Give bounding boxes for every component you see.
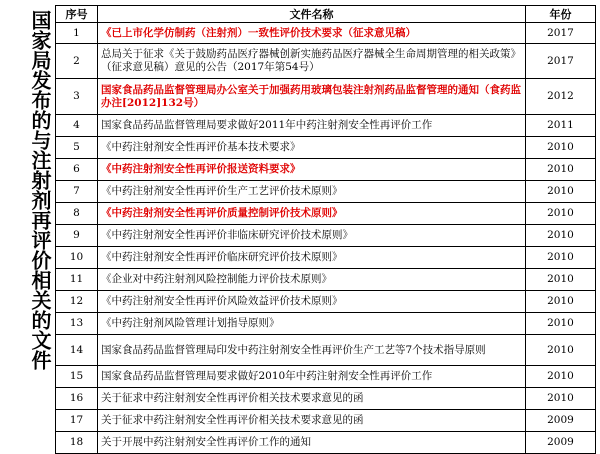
cell-name: 《中药注射剂风险管理计划指导原则》 [98,313,526,335]
table-row [56,225,596,247]
cell-no: 4 [56,115,98,137]
table-row [56,79,596,115]
cell-no: 9 [56,225,98,247]
side-title: 国家局发布的与注射剂再评价相关的文件 [28,10,52,370]
cell-no: 17 [56,410,98,432]
table-row [56,366,596,388]
table-row [56,137,596,159]
cell-no: 10 [56,247,98,269]
cell-year: 2011 [526,115,596,137]
cell-name: 《中药注射剂安全性再评价非临床研究评价技术原则》 [98,225,526,247]
cell-year: 2010 [526,388,596,410]
cell-year: 2010 [526,203,596,225]
cell-no: 14 [56,335,98,366]
table-row [56,159,596,181]
document-table [55,5,596,454]
cell-name: 《中药注射剂安全性再评价生产工艺评价技术原则》 [98,181,526,203]
cell-name: 国家食品药品监督管理局办公室关于加强药用玻璃包装注射剂药品监督管理的通知（食药监办注[2012]132号） [98,79,526,115]
cell-year: 2010 [526,291,596,313]
cell-year: 2010 [526,159,596,181]
cell-no: 15 [56,366,98,388]
table-row [56,269,596,291]
cell-no: 8 [56,203,98,225]
cell-year: 2010 [526,137,596,159]
table-row [56,432,596,454]
cell-year: 2010 [526,269,596,291]
cell-no: 18 [56,432,98,454]
cell-year: 2010 [526,181,596,203]
table-row [56,181,596,203]
table-row [56,388,596,410]
cell-no: 5 [56,137,98,159]
cell-name: 关于开展中药注射剂安全性再评价工作的通知 [98,432,526,454]
cell-name: 关于征求中药注射剂安全性再评价相关技术要求意见的函 [98,410,526,432]
cell-name: 《中药注射剂安全性再评价风险效益评价技术原则》 [98,291,526,313]
cell-name: 《中药注射剂安全性再评价质量控制评价技术原则》 [98,203,526,225]
cell-year: 2017 [526,23,596,44]
cell-name: 《已上市化学仿制药（注射剂）一致性评价技术要求（征求意见稿） [98,23,526,44]
table-row [56,335,596,366]
header-no: 序号 [56,6,98,23]
cell-no: 12 [56,291,98,313]
table-row [56,23,596,44]
cell-name: 国家食品药品监督管理局要求做好2010年中药注射剂安全性再评价工作 [98,366,526,388]
table-row [56,410,596,432]
cell-name: 《中药注射剂安全性再评价基本技术要求》 [98,137,526,159]
cell-name: 《中药注射剂安全性再评价临床研究评价技术原则》 [98,247,526,269]
cell-year: 2009 [526,432,596,454]
cell-no: 11 [56,269,98,291]
cell-year: 2010 [526,247,596,269]
cell-no: 13 [56,313,98,335]
cell-name: 国家食品药品监督管理局要求做好2011年中药注射剂安全性再评价工作 [98,115,526,137]
table-row [56,115,596,137]
cell-no: 16 [56,388,98,410]
cell-name: 关于征求中药注射剂安全性再评价相关技术要求意见的函 [98,388,526,410]
cell-year: 2012 [526,79,596,115]
cell-no: 3 [56,79,98,115]
table-row [56,291,596,313]
cell-year: 2010 [526,366,596,388]
cell-name: 《企业对中药注射剂风险控制能力评价技术原则》 [98,269,526,291]
cell-no: 1 [56,23,98,44]
cell-no: 7 [56,181,98,203]
header-name: 文件名称 [98,6,526,23]
cell-name: 《中药注射剂安全性再评价报送资料要求》 [98,159,526,181]
cell-no: 2 [56,44,98,79]
cell-year: 2010 [526,335,596,366]
cell-year: 2010 [526,313,596,335]
cell-year: 2010 [526,225,596,247]
cell-no: 6 [56,159,98,181]
header-year: 年份 [526,6,596,23]
cell-year: 2009 [526,410,596,432]
cell-year: 2017 [526,44,596,79]
table-row [56,44,596,79]
table-row [56,203,596,225]
table-row [56,313,596,335]
table-header-row [56,6,596,23]
cell-name: 总局关于征求《关于鼓励药品医疗器械创新实施药品医疗器械全生命周期管理的相关政策》（征求意见稿）意见的公告（2017年第54号） [98,44,526,79]
cell-name: 国家食品药品监督管理局印发中药注射剂安全性再评价生产工艺等7个技术指导原则 [98,335,526,366]
table-row [56,247,596,269]
